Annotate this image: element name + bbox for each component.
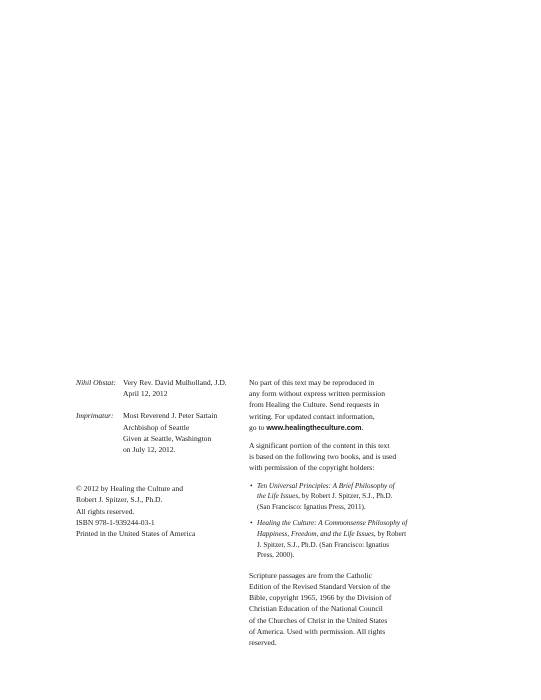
scripture-line: reserved. bbox=[249, 638, 277, 647]
imprimatur-line: on July 12, 2012. bbox=[123, 445, 176, 455]
scripture-line: of America. Used with permission. All rights bbox=[249, 626, 386, 636]
permission-line bbox=[249, 422, 411, 433]
book-citation bbox=[249, 518, 411, 560]
right-column bbox=[249, 377, 411, 655]
based-on-line: A significant portion of the content in this text bbox=[249, 441, 390, 451]
permission-paragraph bbox=[249, 377, 411, 433]
isbn: ISBN 978-1-939244-03-1 bbox=[76, 517, 155, 527]
bullet-icon: • bbox=[250, 519, 253, 528]
book-line bbox=[257, 529, 411, 540]
scripture-line: Bible, copyright 1965, 1966 by the Division of bbox=[249, 593, 392, 603]
imprimatur bbox=[76, 410, 241, 455]
book-author: , by Robert bbox=[373, 530, 407, 538]
imprimatur-line: Given at Seattle, Washington bbox=[123, 433, 212, 443]
copyright-line: All rights reserved. bbox=[76, 506, 135, 516]
permission-line: any form without express written permission bbox=[249, 389, 386, 399]
book-citation bbox=[249, 481, 411, 513]
book-title: Happiness, Freedom, and the Life Issues bbox=[257, 530, 374, 538]
nihil-obstat bbox=[76, 377, 241, 399]
scripture-line: Edition of the Revised Standard Version of the bbox=[249, 581, 391, 591]
permission-line: from Healing the Culture. Send requests in bbox=[249, 400, 380, 410]
left-column bbox=[76, 377, 241, 539]
book-publisher: (San Francisco: Ignatius Press, 2011). bbox=[257, 502, 366, 511]
permission-line: writing. For updated contact information, bbox=[249, 411, 375, 421]
scripture-line: of the Churches of Christ in the United States bbox=[249, 615, 388, 625]
website-link[interactable]: www.healingtheculture.com bbox=[266, 422, 362, 432]
book-line bbox=[257, 491, 411, 502]
nihil-obstat-line: Very Rev. David Mulholland, J.D. bbox=[123, 378, 227, 387]
copyright-notice bbox=[76, 483, 241, 539]
scripture-paragraph bbox=[249, 570, 411, 648]
permission-line: No part of this text may be reproduced in bbox=[249, 378, 375, 387]
book-title: Healing the Culture: A Commonsense Philosophy of bbox=[257, 519, 408, 528]
based-on-paragraph bbox=[249, 440, 411, 474]
copyright-line: Robert J. Spitzer, S.J., Ph.D. bbox=[76, 495, 163, 505]
based-on-line: is based on the following two books, and is used bbox=[249, 452, 397, 462]
book-title: the Life Issues bbox=[257, 492, 299, 501]
book-author: J. Spitzer, S.J., Ph.D. (San Francisco: Ignatius bbox=[257, 540, 390, 549]
goto-prefix: go to bbox=[249, 422, 267, 432]
book-publisher: Press, 2000). bbox=[257, 551, 295, 560]
copyright-line: © 2012 by Healing the Culture and bbox=[76, 484, 183, 494]
imprimatur-label: Imprimatur: bbox=[76, 411, 114, 421]
scripture-line: Christian Education of the National Council bbox=[249, 604, 383, 614]
imprimatur-line: Most Reverend J. Peter Sartain bbox=[123, 411, 218, 421]
bullet-icon: • bbox=[250, 481, 253, 490]
based-on-line: with permission of the copyright holders: bbox=[249, 463, 375, 473]
imprimatur-line: Archbishop of Seattle bbox=[123, 422, 190, 432]
book-author: , by Robert J. Spitzer, S.J., Ph.D. bbox=[298, 492, 393, 501]
copyright-line: Printed in the United States of America bbox=[76, 529, 196, 539]
goto-suffix: . bbox=[361, 422, 364, 432]
nihil-obstat-line: April 12, 2012 bbox=[123, 389, 168, 399]
nihil-obstat-label: Nihil Obstat: bbox=[76, 378, 116, 387]
book-title: Ten Universal Principles: A Brief Philosophy of bbox=[257, 481, 395, 490]
scripture-line: Scripture passages are from the Catholic bbox=[249, 570, 372, 580]
